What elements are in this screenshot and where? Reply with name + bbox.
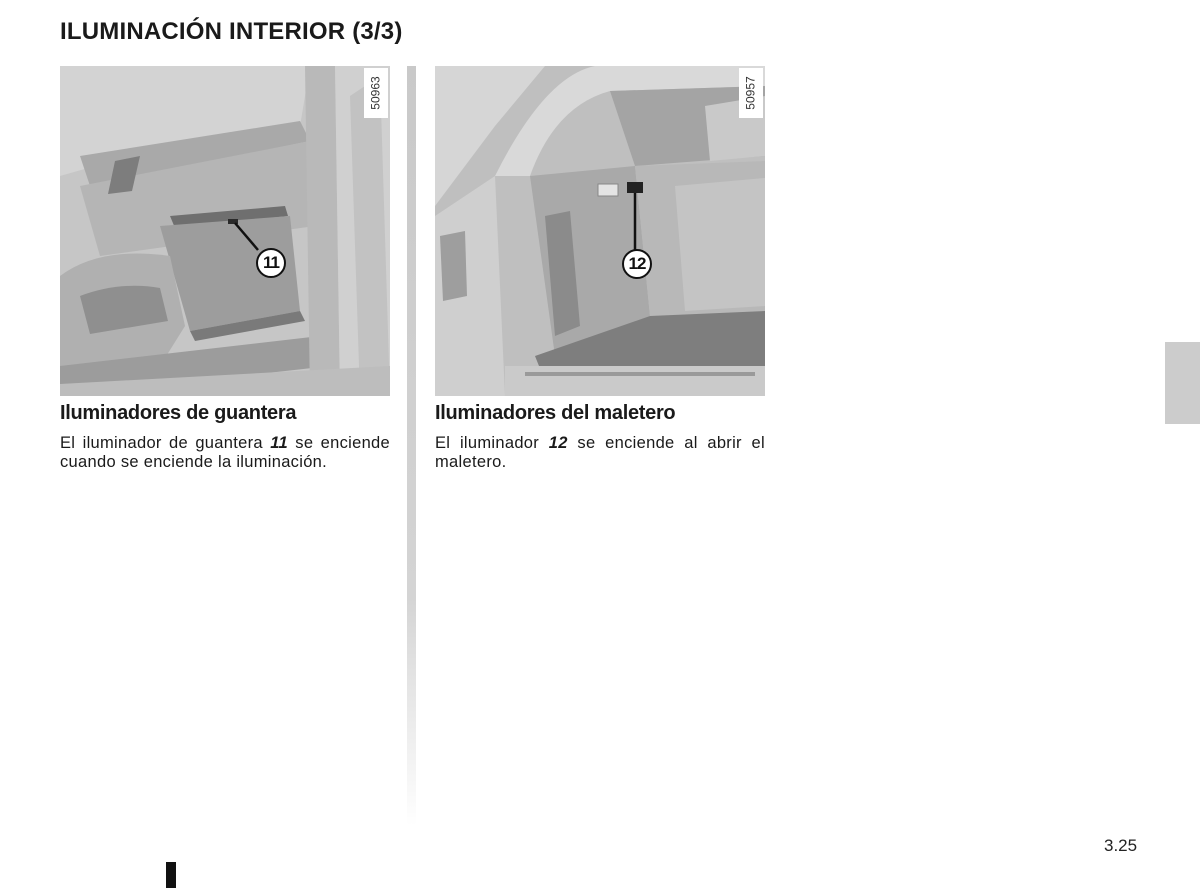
crop-mark <box>166 862 176 888</box>
section-text-glovebox: El iluminador de guantera 11 se enciende cuando se enciende la iluminación. <box>60 434 390 471</box>
reference-number: 11 <box>270 434 288 452</box>
trunk-illustration <box>435 66 765 396</box>
glovebox-illustration <box>60 66 390 396</box>
page-number: 3.25 <box>1104 836 1138 855</box>
column-divider <box>407 66 416 826</box>
callout-11: 11 <box>256 248 286 278</box>
section-heading-trunk: Iluminadores del maletero <box>435 402 676 424</box>
reference-number: 12 <box>548 434 568 452</box>
figure-number: 50957 <box>739 68 763 118</box>
section-heading-glovebox: Iluminadores de guantera <box>60 402 297 424</box>
callout-12: 12 <box>622 249 652 279</box>
section-text-trunk: El iluminador 12 se enciende al abrir el maletero. <box>435 434 765 471</box>
page-title: ILUMINACIÓN INTERIOR (3/3) <box>60 18 403 45</box>
figure-number: 50963 <box>364 68 388 118</box>
chapter-tab <box>1165 342 1200 424</box>
